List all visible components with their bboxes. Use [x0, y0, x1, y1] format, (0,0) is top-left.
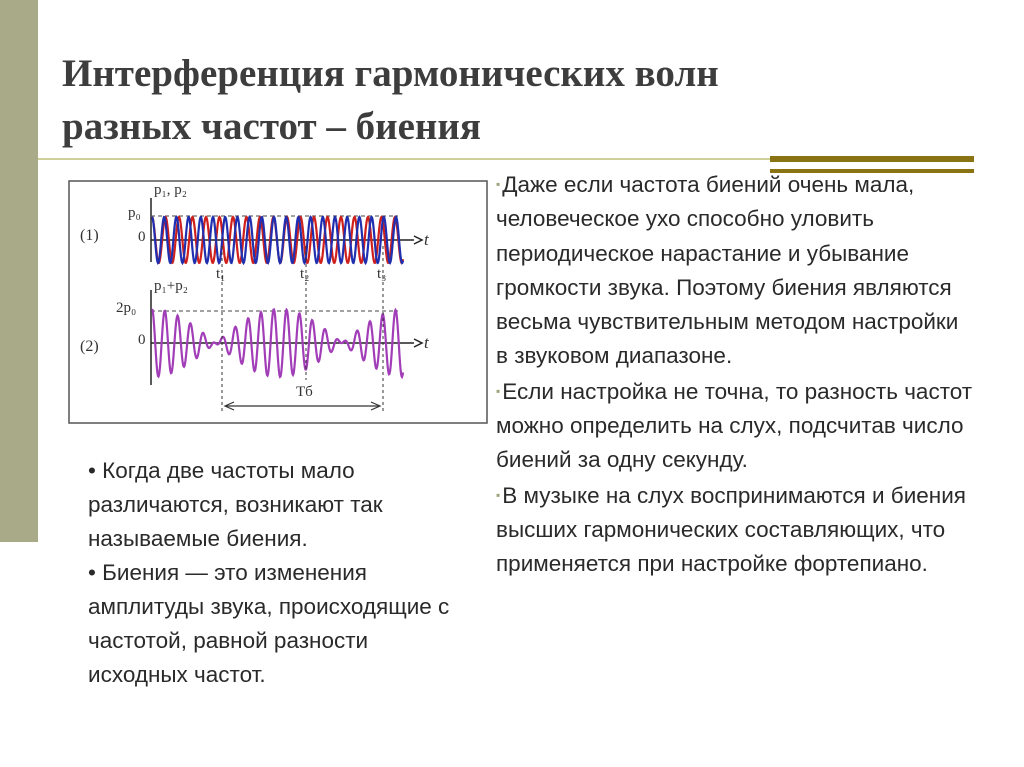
panel2-axis-label: p₁+p₂ [154, 278, 188, 294]
accent-rule-top [770, 156, 974, 162]
panel2-t-label: t [424, 333, 429, 352]
panel1-zero-label: 0 [138, 229, 146, 245]
slide-title-line2: разных частот – биения [62, 105, 481, 148]
right-item-text: Если настройка не точна, то разность частот можно определить на слух, подсчитав число биений за одну секунду. [496, 378, 973, 473]
panel2-zero-label: 0 [138, 332, 146, 348]
panel1-t-label: t [424, 230, 429, 249]
p0-label: p₀ [128, 205, 141, 221]
2p0-label: 2p₀ [116, 300, 137, 316]
title-underline [38, 158, 772, 160]
square-bullet-icon: ▪ [496, 487, 501, 502]
right-item-text: В музыке на слух воспринимаются и биения высших гармонических составляющих, что применяется при настройке фортепиано. [496, 482, 966, 577]
right-item-text: Даже если частота биений очень мала, человеческое ухо способно уловить периодическое нарастание и убывание громкости звука. Поэтому биения являются весьма чувствительным методом настройки в звуковом диапазоне. [496, 172, 959, 369]
panel1-label: (1) [80, 227, 99, 244]
panel1-axis-label: p₁, p₂ [154, 182, 187, 198]
square-bullet-icon: ▪ [496, 383, 501, 398]
t1-label: t₁ [216, 266, 226, 282]
slide-title [62, 47, 962, 153]
square-bullet-icon: ▪ [496, 177, 501, 191]
left-item-text: Когда две частоты мало различаются, возникают так называемые биения. [88, 458, 383, 551]
left-bullet: • [88, 458, 96, 483]
t2-label: t₂ [300, 266, 310, 282]
left-list-item [88, 556, 468, 692]
beats-figure [68, 180, 488, 424]
left-item-text: Биения — это изменения амплитуды звука, происходящие с частотой, равной разности исходных частот. [88, 560, 450, 687]
right-text-block [496, 167, 976, 582]
right-list-item [496, 167, 976, 374]
panel2-label: (2) [80, 338, 99, 355]
left-list-item [88, 454, 468, 556]
left-text-block [88, 454, 468, 692]
slide-title-line1: Интерференция гармонических волн [62, 52, 719, 95]
left-bullet: • [88, 560, 96, 585]
right-list-item [496, 374, 976, 478]
right-list-item [496, 478, 976, 582]
t3-label: t₃ [377, 266, 387, 282]
side-decor-band [0, 0, 38, 542]
beat-period-label: Tб [296, 384, 313, 400]
